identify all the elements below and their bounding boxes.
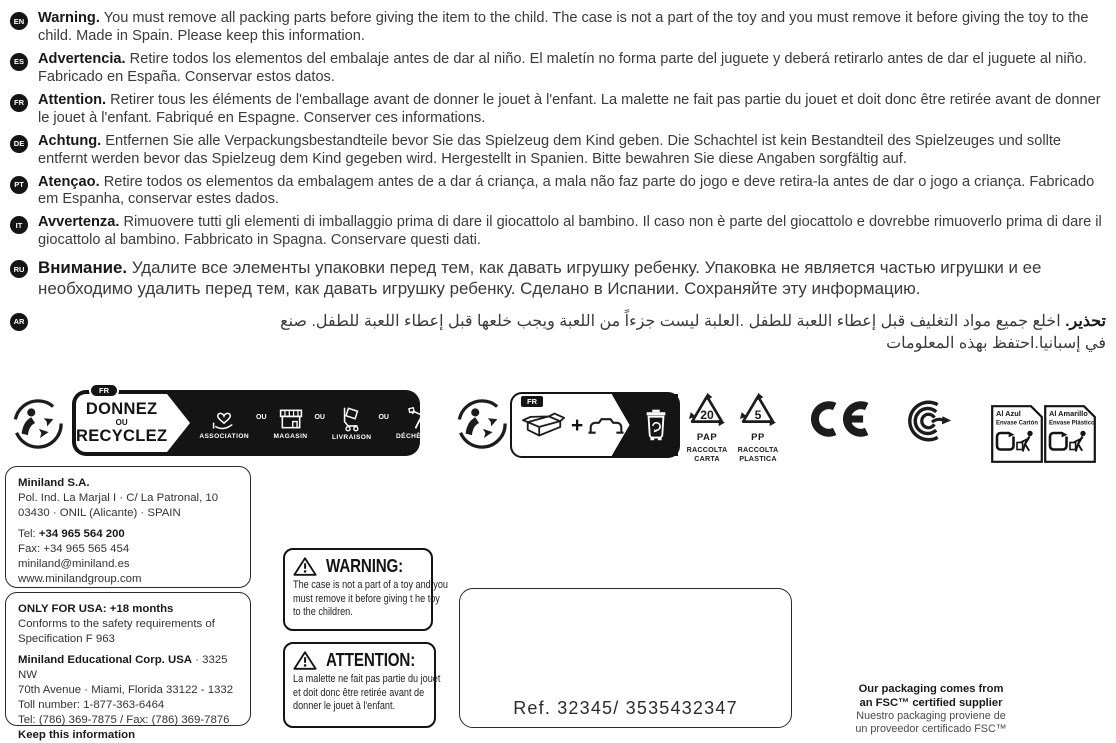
warning-body-ru: Удалите все элементы упаковки перед тем, как давать игрушку ребенку. Упаковка не является частью игрушки и ее необходимо удалить перед тем, как давать игрушку ребенку. Сделано в Испании. Сохраняйте эту информацию. — [38, 258, 1042, 298]
ou-separator: OU — [378, 413, 389, 421]
lang-badge-fr: FR — [10, 94, 28, 112]
fr-country-tag: FR — [89, 383, 119, 398]
warning-row-ar — [10, 311, 1106, 356]
lang-badge-en: EN — [10, 12, 28, 30]
pap-caption — [684, 445, 730, 462]
pp-code: 5 — [754, 407, 762, 422]
tel-value: +34 965 564 200 — [38, 528, 125, 541]
usa-info-box — [5, 592, 251, 742]
warning-row-de — [10, 133, 1106, 169]
warning-body-en: You must remove all packing parts before giving the item to the child. The case is not a part of the toy and you must remove it before giving the toy to the child. Made in Spain. Please keep this information. — [38, 10, 1089, 44]
warning-body-ar: اخلع جميع مواد التغليف قبل إعطاء اللعبة للطفل .العلبة ليست جزءاً من اللعبة ويجب خلعها قبل إعطاء اللعبة للطفل. صنع في إسبانيا.احتفظ بهذه المعلومات — [280, 312, 1106, 353]
warning-line2: must remove it before giving t he toy — [293, 592, 440, 605]
fsc-line4: un proveedor certificado FSC™ — [855, 723, 1007, 736]
wheeled-bin-icon — [643, 409, 669, 442]
recycling-arcs-icon — [906, 397, 954, 445]
warning-lead-it: Avvertenza. — [38, 214, 120, 231]
warning-text-pt — [38, 174, 1106, 210]
warning-text-it — [38, 214, 1106, 250]
warning-lead-ru: Внимание. — [38, 258, 128, 278]
packaging-sorting-box — [510, 392, 680, 458]
ce-mark-icon — [808, 399, 872, 439]
company-address2: 03430 · ONIL (Alicante) · SPAIN — [18, 507, 181, 520]
fsc-line1: Our packaging comes from — [858, 683, 1004, 695]
donnez-recyclez-banner — [72, 386, 443, 456]
pap-recycling-code — [684, 391, 730, 462]
tel-label: Tel: — [18, 528, 36, 541]
usa-line5: Tel: (786) 369-7875 / Fax: (786) 369-7876 — [18, 714, 230, 727]
warning-row-fr — [10, 92, 1106, 128]
heart-in-hand-icon — [211, 406, 237, 431]
recycling-icons-row — [0, 385, 1116, 466]
ou-separator: OU — [256, 413, 267, 421]
option-dechèterie — [396, 406, 443, 440]
container-subtitle: Envase Cartón — [996, 420, 1039, 427]
warning-text-ar — [38, 311, 1106, 356]
warning-row-en — [10, 10, 1106, 46]
reference-box — [459, 588, 792, 728]
pp-caption-line1: RACCOLTA — [737, 445, 779, 454]
pp-caption — [735, 445, 781, 462]
warning-text-ru — [38, 258, 1106, 299]
usa-line3: 70th Avenue · Miami, Florida 33122 - 1332 — [18, 684, 234, 697]
pp-recycling-code — [735, 391, 781, 462]
option-label: LIVRAISON — [331, 433, 372, 441]
usa-line2: Specification F 963 — [18, 633, 115, 646]
donation-options — [199, 406, 452, 441]
pp-caption-line2: PLASTICA — [739, 454, 777, 463]
attention-line2: et doit donc être retirée avant de — [293, 686, 425, 699]
warning-text-en — [38, 10, 1106, 46]
cardboard-box-icon — [522, 410, 566, 440]
warning-line1: The case is not a part of a toy and you — [293, 579, 448, 591]
usa-corp-rest: · 3325 NW — [18, 654, 228, 682]
option-label: MAGASIN — [273, 432, 308, 440]
warning-text-fr — [38, 92, 1106, 128]
warning-body-it: Rimuovere tutti gli elementi di imballaggio prima di dare il giocattolo al bambino. Il caso non è parte del giocattolo e dovrebbe rimuoverlo prima di dare il giocattolo al bambino. Fabbricato in Spagna. Conservare questi dati. — [38, 214, 1102, 249]
hand-truck-icon — [340, 406, 363, 432]
warning-lead-pt: Atençao. — [38, 173, 100, 190]
container-title: Al Azul — [996, 409, 1021, 418]
warning-row-it — [10, 214, 1106, 250]
triman-icon — [456, 398, 508, 450]
company-website: www.minilandgroup.com — [18, 573, 142, 586]
pp-material-label: PP — [751, 432, 765, 443]
option-magasin — [274, 407, 308, 440]
usa-corp — [18, 653, 238, 683]
warning-triangle-icon — [293, 556, 317, 577]
ou-separator: OU — [314, 413, 325, 421]
option-livraison — [332, 406, 372, 441]
handle-icon — [588, 416, 624, 435]
option-label: DÉCHÈTERIE — [395, 433, 443, 440]
fsc-line2: an FSC™ certified supplier — [859, 697, 1003, 709]
warning-triangle-icon — [293, 650, 317, 671]
fsc-note — [836, 682, 1026, 737]
lang-badge-ru: RU — [10, 260, 28, 278]
fr-country-tag: FR — [521, 396, 543, 407]
usa-keep: Keep this information — [18, 729, 136, 742]
warning-title: WARNING: — [326, 555, 404, 576]
warning-lead-fr: Attention. — [38, 91, 107, 108]
attention-line1: La malette ne fait pas partie du jouet — [293, 673, 441, 685]
option-label: ASSOCIATION — [199, 433, 250, 440]
attention-header — [293, 649, 426, 671]
recyclez-word: RECYCLEZ — [76, 426, 168, 445]
blue-container-picto — [991, 405, 1043, 463]
lang-badge-it: IT — [10, 216, 28, 234]
shop-icon — [278, 407, 304, 431]
multilingual-warnings — [10, 10, 1106, 361]
warning-line3: to the children. — [293, 606, 353, 619]
warning-body-pt: Retire todos os elementos da embalagem antes de a dar á criança, a mala não faz parte do jogo e deve retira-la antes de dar o jogo a criança. Fabricado em Espanha, conservar estes dados. — [38, 173, 1095, 208]
attention-case-box — [283, 642, 441, 728]
donnez-chevron — [76, 394, 167, 452]
pap-caption-line1: RACCOLTA — [686, 445, 728, 454]
lang-badge-ar: AR — [10, 313, 28, 331]
warning-lead-de: Achtung. — [38, 132, 102, 149]
usa-title: ONLY FOR USA: +18 months — [18, 603, 174, 615]
warning-row-es — [10, 51, 1106, 87]
ou-word: OU — [115, 418, 128, 428]
triman-icon — [12, 398, 64, 450]
warning-body-de: Entfernen Sie alle Verpackungsbestandteile bevor Sie das Spielzeug dem Kind geben. Die Schachtel ist kein Bestandteil des Spielzeuges und sollte entfernt werden bevor das Spielzeug dem Kind gegeben wird. Hergestellt in Spanien. Bitte bewahren Sie diese Angaben sorgfältig auf. — [38, 132, 1061, 167]
mobius-loop-icon — [686, 391, 728, 427]
container-subtitle: Envase Plástico — [1049, 420, 1095, 427]
attention-title: ATTENTION: — [326, 649, 416, 670]
usa-line4: Toll number: 1-877-363-6464 — [18, 699, 165, 712]
lang-badge-de: DE — [10, 135, 28, 153]
warning-text-de — [38, 133, 1106, 169]
pap-caption-line2: CARTA — [694, 454, 720, 463]
company-email: miniland@miniland.es — [18, 558, 130, 571]
warning-body-es: Retire todos los elementos del embalaje antes de dar al niño. El maletín no forma parte del juguete y deberá retirarlo antes de dar el juguete al niño. Fabricado en España. Conservar estos datos. — [38, 50, 1087, 85]
warning-body-fr: Retirer tous les éléments de l'emballage avant de donner le jouet à l'enfant. La malette ne fait pas partie du jouet et doit donc être retirée avant de donner le jouet à l'enfant. Fabriqué en Espagne. Conserver ces informations. — [38, 91, 1101, 126]
warning-lead-es: Advertencia. — [38, 50, 126, 67]
warning-lead-ar: تحذير. — [1065, 312, 1106, 330]
warning-lead-en: Warning. — [38, 10, 100, 26]
fsc-line3: Nuestro packaging proviene de — [856, 710, 1006, 722]
usa-corp-name: Miniland Educational Corp. USA — [18, 654, 193, 667]
plus-sign: + — [571, 414, 584, 437]
warning-text-es — [38, 51, 1106, 87]
reference-number: Ref. 32345/ 3535432347 — [513, 698, 738, 718]
lang-badge-pt: PT — [10, 176, 28, 194]
usa-line1: Conforms to the safety requirements of — [18, 618, 215, 631]
warning-case-box — [283, 548, 448, 631]
lang-badge-es: ES — [10, 53, 28, 71]
attention-line3: donner le jouet à l'enfant. — [293, 700, 396, 713]
donnez-word: DONNEZ — [85, 399, 158, 418]
recycling-center-icon — [406, 406, 433, 431]
yellow-container-picto — [1044, 405, 1096, 463]
container-title: Al Amarillo — [1049, 409, 1088, 418]
warning-row-pt — [10, 174, 1106, 210]
option-association — [199, 406, 249, 440]
company-tel — [18, 527, 238, 542]
warning-header — [293, 555, 423, 577]
company-address1: Pol. Ind. La Marjal I · C/ La Patronal, 10 — [18, 492, 219, 505]
pap-material-label: PAP — [696, 432, 718, 443]
company-name: Miniland S.A. — [18, 477, 90, 489]
mobius-loop-icon — [737, 391, 779, 427]
company-fax: Fax: +34 965 565 454 — [18, 543, 130, 556]
pap-code: 20 — [700, 407, 714, 422]
warning-row-ru — [10, 258, 1106, 299]
manufacturer-info-box — [5, 466, 251, 588]
